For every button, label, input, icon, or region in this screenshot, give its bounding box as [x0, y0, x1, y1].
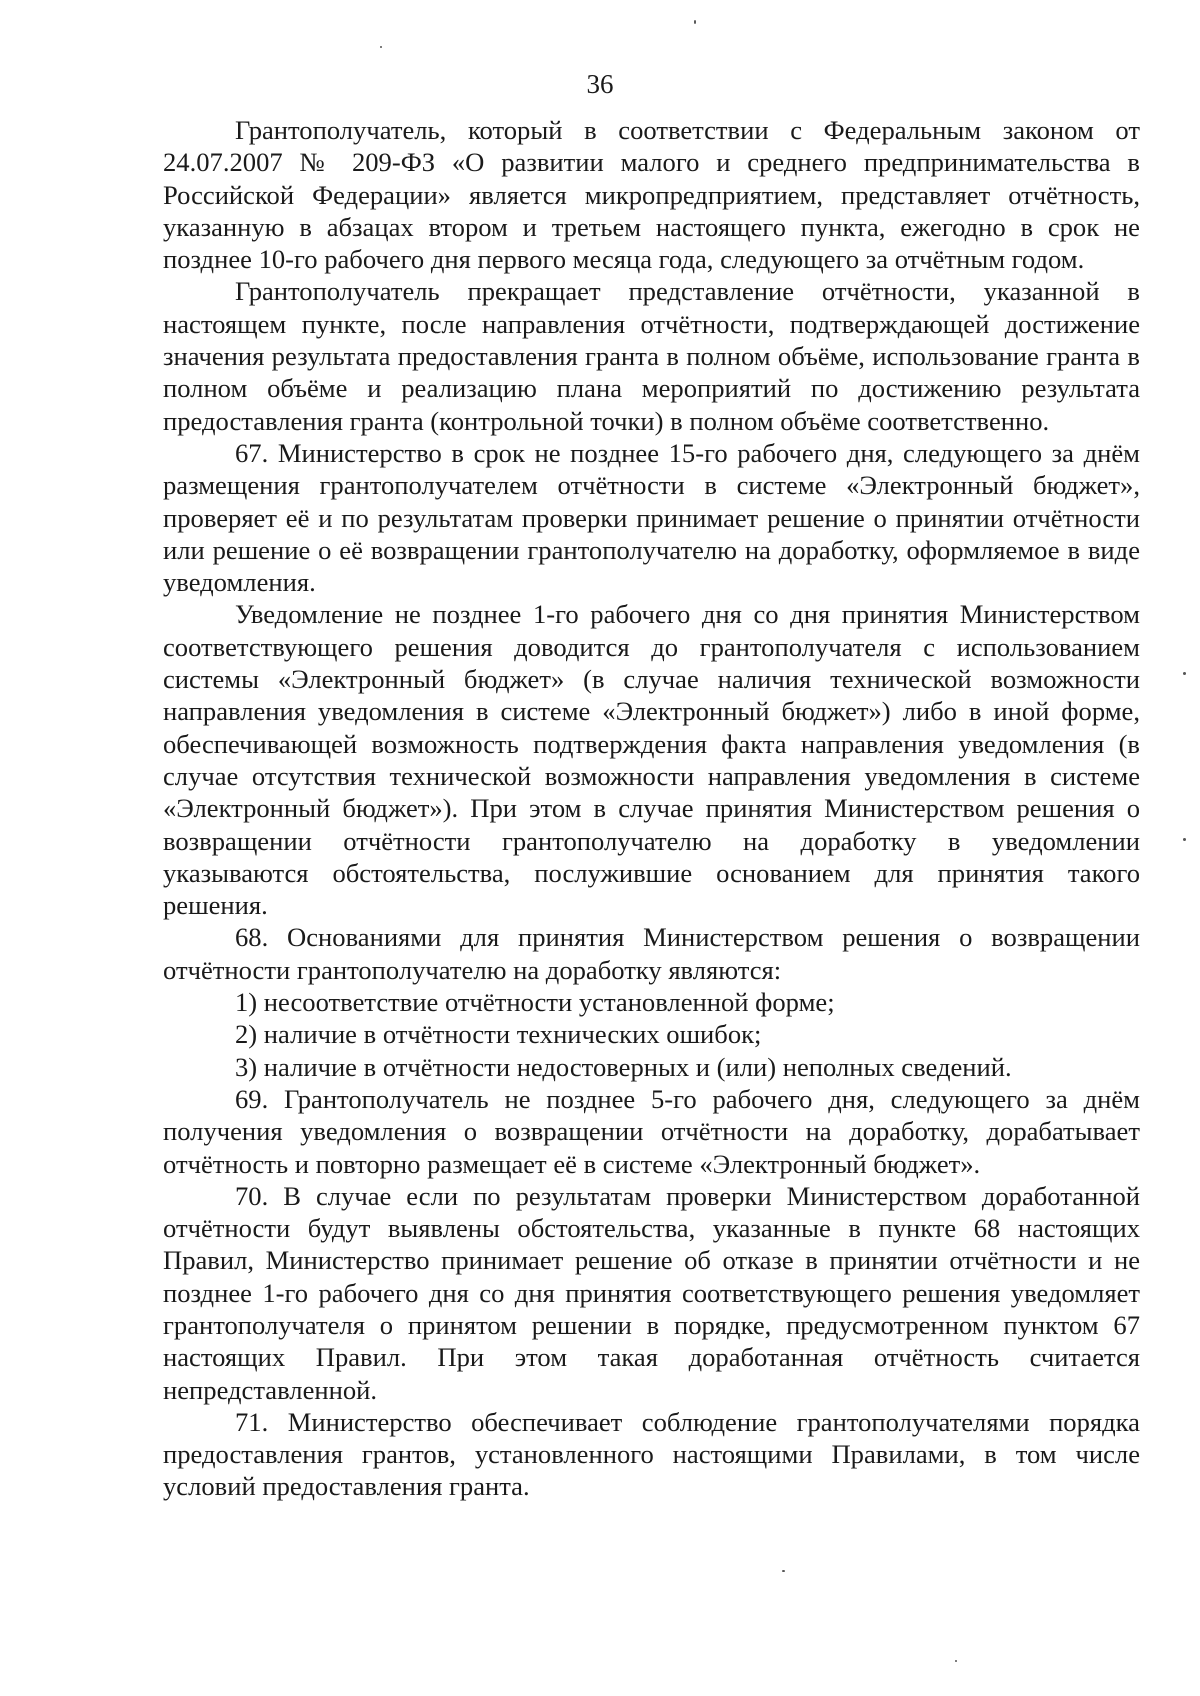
scan-speck	[1183, 838, 1186, 841]
scan-speck	[694, 20, 696, 24]
scan-speck	[1183, 672, 1186, 675]
scan-speck	[380, 46, 382, 48]
paragraph-70: 70. В случае если по результатам проверки Министерством доработанной отчётности будут выявлены обстоятельства, указанные в пункте 68 настоящих Правил, Министерство принимает решение об отказе в принятии отчётности и не позднее 1-го рабочего дня со дня принятия соответствующего решения уведомляет грантополучателя о принятом решении в порядке, предусмотренном пунктом 67 настоящих Правил. При этом такая доработанная отчётность считается непредставленной.	[163, 1180, 1140, 1405]
paragraph-69: 69. Грантополучатель не позднее 5-го рабочего дня, следующего за днём получения уведомления о возвращении отчётности на доработку, дорабатывает отчётность и повторно размещает её в системе «Электронный бюджет».	[163, 1083, 1140, 1179]
list-item-2: 2) наличие в отчётности технических ошибок;	[235, 1019, 762, 1050]
paragraph-reporting-termination: Грантополучатель прекращает представление отчётности, указанной в настоящем пункте, после направления отчётности, подтверждающей достижение значения результата предоставления гранта в полном объёме, использование гранта в полном объёме и реализацию плана мероприятий по достижению результата предоставления гранта (контрольной точки) в полном объёме соответственно.	[163, 276, 1140, 436]
paragraph-71: 71. Министерство обеспечивает соблюдение грантополучателями порядка предоставления грантов, установленного настоящими Правилами, в том числе условий предоставления гранта.	[163, 1406, 1140, 1502]
scan-speck	[955, 1660, 957, 1662]
paragraph-67: 67. Министерство в срок не позднее 15-го рабочего дня, следующего за днём размещения грантополучателем отчётности в системе «Электронный бюджет», проверяет её и по результатам проверки принимает решение о принятии отчётности или решение о её возвращении грантополучателю на доработку, оформляемое в виде уведомления.	[163, 437, 1140, 598]
paragraph-68: 68. Основаниями для принятия Министерством решения о возвращении отчётности грантополучателю на доработку являются:	[163, 922, 1140, 985]
list-item-1: 1) несоответствие отчётности установленной форме;	[235, 987, 835, 1018]
page-number: 36	[586, 69, 614, 99]
paragraph-microenterprise-reporting: Грантополучатель, который в соответствии с Федеральным законом от 24.07.2007 № 209-ФЗ «О развитии малого и среднего предпринимательства в Российской Федерации» является микропредприятием, представляет отчётность, указанную в абзацах втором и третьем настоящего пункта, ежегодно в срок не позднее 10-го рабочего дня первого месяца года, следующего за отчётным годом.	[163, 115, 1140, 275]
paragraph-notification: Уведомление не позднее 1-го рабочего дня со дня принятия Министерством соответствующего решения доводится до грантополучателя с использованием системы «Электронный бюджет» (в случае наличия технической возможности направления уведомления в системе «Электронный бюджет») либо в иной форме, обеспечивающей возможность подтверждения факта направления уведомления (в случае отсутствия технической возможности направления уведомления в системе «Электронный бюджет»). При этом в случае принятия Министерством решения о возвращении отчётности грантополучателю на доработку в уведомлении указываются обстоятельства, послужившие основанием для принятия такого решения.	[163, 599, 1140, 921]
list-item-3: 3) наличие в отчётности недостоверных и (или) неполных сведений.	[235, 1051, 1012, 1082]
scan-speck	[782, 1570, 785, 1572]
document-body	[163, 114, 1140, 1503]
